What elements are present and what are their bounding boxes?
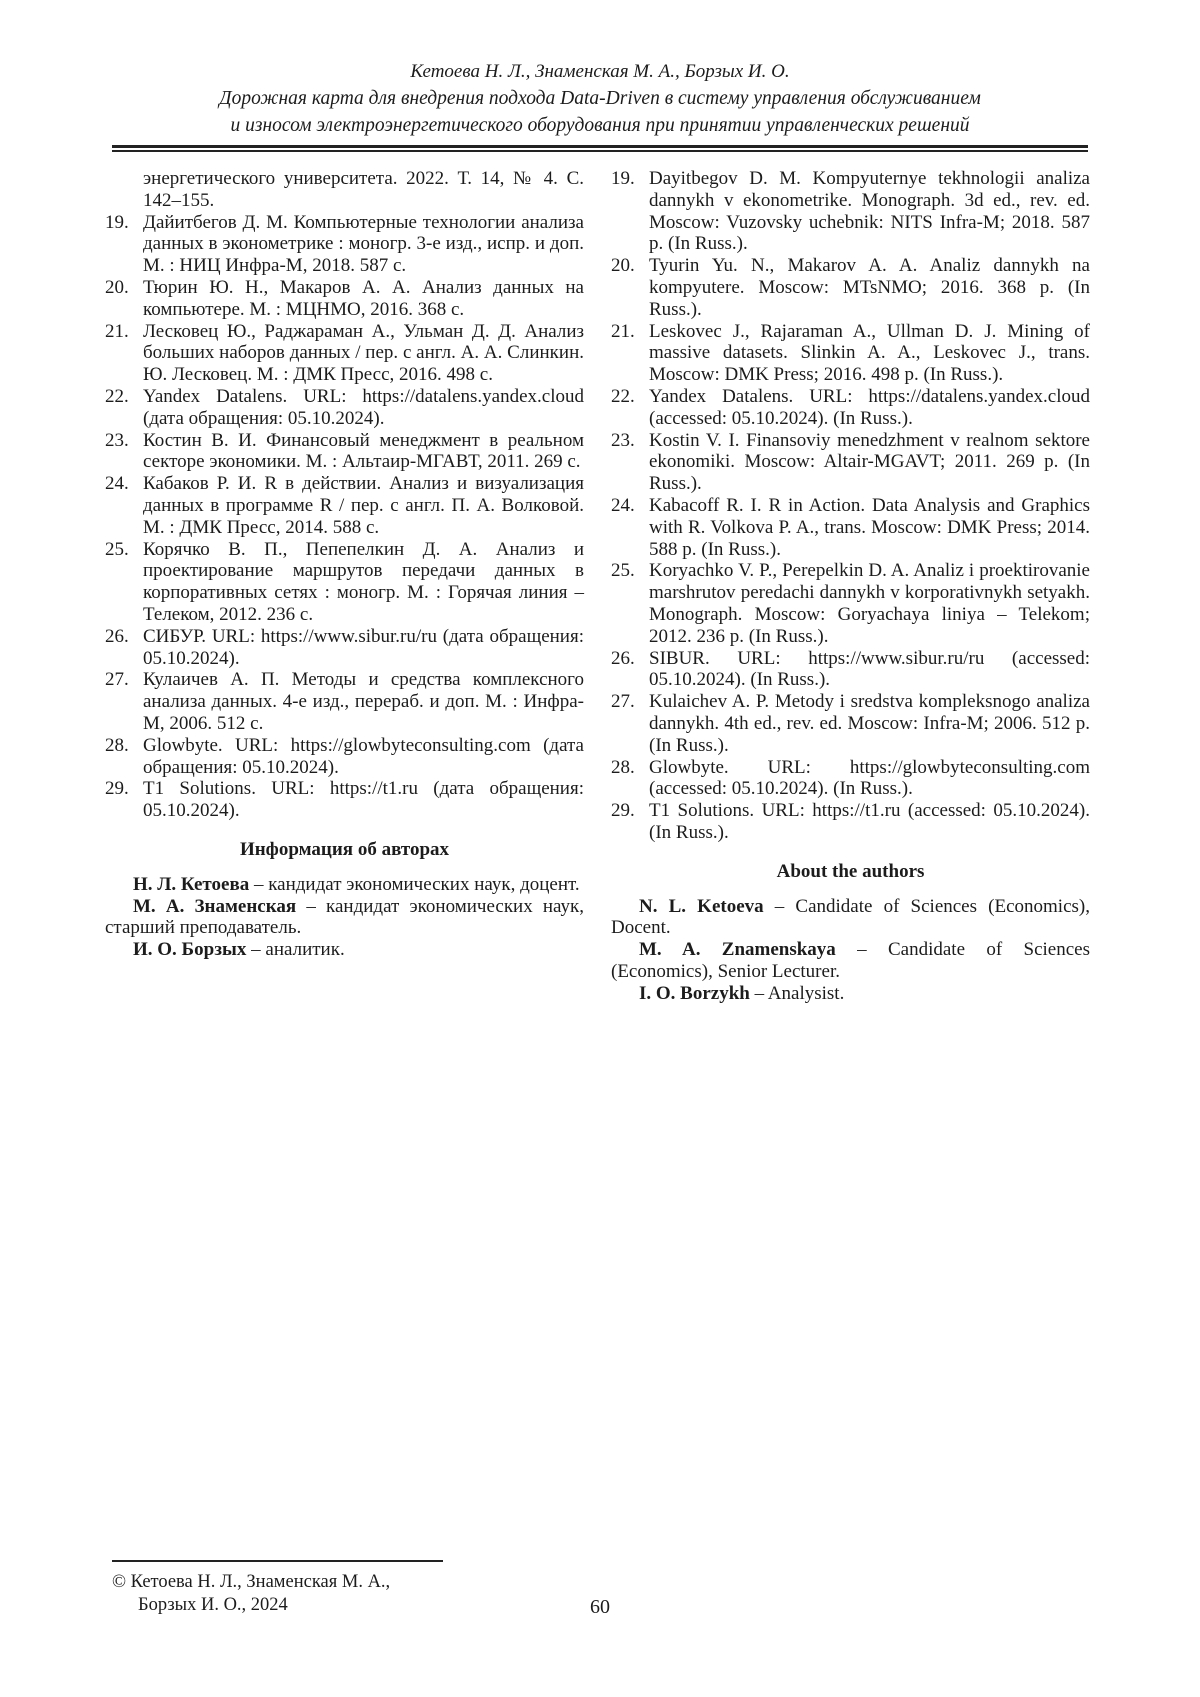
author-name: Н. Л. Кетоева [133, 873, 250, 895]
author-name: M. A. Znamenskaya [639, 939, 836, 961]
reference-item [105, 321, 584, 386]
ref-number: 22. [105, 385, 129, 407]
reference-item [611, 495, 1090, 560]
ref-text: энергетического университета. 2022. Т. 14, № 4. С. 142–155. [143, 168, 584, 211]
ref-text: Yandex Datalens. URL: https://datalens.yandex.cloud (accessed: 05.10.2024). (In Russ.). [649, 385, 1090, 429]
ref-text: Кабаков Р. И. R в действии. Анализ и визуализация данных в программе R / пер. с англ. П. А. Волковой. М. : ДМК Пресс, 2014. 588 с. [143, 473, 584, 538]
author-desc: – аналитик. [246, 939, 345, 961]
reference-item [611, 648, 1090, 692]
ref-number: 27. [105, 669, 129, 691]
ref-number: 19. [105, 211, 129, 233]
ref-number: 26. [105, 625, 129, 647]
ref-text: T1 Solutions. URL: https://t1.ru (дата обращения: 05.10.2024). [143, 778, 584, 822]
author-desc: – кандидат экономических наук, доцент. [249, 873, 580, 895]
ref-number: 26. [611, 647, 635, 669]
reference-item [105, 277, 584, 321]
ref-number: 21. [611, 320, 635, 342]
ref-number: 23. [105, 429, 129, 451]
reference-item [105, 778, 584, 822]
ref-text: Glowbyte. URL: https://glowbyteconsulting.com (дата обращения: 05.10.2024). [143, 734, 584, 778]
author-name: N. L. Ketoeva [639, 895, 764, 917]
ref-text: Дайитбегов Д. М. Компьютерные технологии анализа данных в эконометрике : моногр. 3-е изд., испр. и доп. М. : НИЦ Инфра-М, 2018. 587 с. [143, 211, 584, 277]
paper-title-line-1: Дорожная карта для внедрения подхода Data-Driven в систему управления обслуживанием [219, 88, 981, 109]
ref-number: 24. [611, 494, 635, 516]
ref-text: SIBUR. URL: https://www.sibur.ru/ru (accessed: 05.10.2024). (In Russ.). [649, 647, 1090, 691]
ref-number: 20. [611, 255, 635, 277]
reference-item [105, 168, 584, 212]
ref-number: 28. [105, 734, 129, 756]
reference-item [611, 560, 1090, 647]
reference-item [611, 168, 1090, 255]
author-entry [611, 896, 1090, 940]
ref-text: СИБУР. URL: https://www.sibur.ru/ru (дата обращения: 05.10.2024). [143, 625, 584, 669]
reference-item [105, 735, 584, 779]
ref-number: 29. [105, 778, 129, 800]
ref-number: 25. [105, 538, 129, 560]
page-number: 60 [590, 1596, 610, 1618]
author-name: М. А. Знаменская [133, 895, 297, 917]
ref-text: Tyurin Yu. N., Makarov A. A. Analiz dannykh na kompyutere. Moscow: MTsNMO; 2016. 368 p. (In Russ.). [649, 255, 1090, 320]
paper-title-line-2: и износом электроэнергетического оборудования при принятии управленческих решений [230, 115, 970, 136]
reference-item [105, 212, 584, 277]
reference-item [105, 539, 584, 626]
author-entry [611, 939, 1090, 983]
ref-text: Kulaichev A. P. Metody i sredstva kompleksnogo analiza dannykh. 4th ed., rev. ed. Moscow: Infra-M; 2006. 512 p. (In Russ.). [649, 691, 1090, 756]
author-desc: – Candidate of Sciences (Economics), Senior Lecturer. [611, 939, 1090, 982]
reference-item [105, 626, 584, 670]
copyright-line-2: Борзых И. О., 2024 [138, 1594, 288, 1615]
ref-number: 20. [105, 276, 129, 298]
ref-number: 22. [611, 385, 635, 407]
author-entry [611, 983, 1090, 1005]
reference-item [105, 386, 584, 430]
ref-text: Kostin V. I. Finansoviy menedzhment v realnom sektore ekonomiki. Moscow: Altair-MGAVT; 2011. 269 p. (In Russ.). [649, 429, 1090, 495]
header-rule [112, 145, 1088, 152]
footer-rule [112, 1560, 443, 1562]
reference-columns [105, 168, 1090, 1004]
authors-info-ru-heading: Информация об авторах [239, 838, 450, 860]
reference-item [611, 800, 1090, 844]
author-name: И. О. Борзых [133, 939, 247, 961]
ref-number: 29. [611, 800, 635, 822]
ref-text: T1 Solutions. URL: https://t1.ru (accessed: 05.10.2024). (In Russ.). [649, 800, 1090, 843]
authors-info-en-heading: About the authors [776, 860, 925, 882]
header-authors: Кетоева Н. Л., Знаменская М. А., Борзых И. О. [410, 61, 790, 82]
references-ru-column [105, 168, 584, 1004]
author-entry [105, 874, 584, 896]
ref-text: Leskovec J., Rajaraman A., Ullman D. J. Mining of massive datasets. Slinkin A. A., Leskovec J., trans. Moscow: DMK Press; 2016. 498 p. (In Russ.). [649, 320, 1090, 386]
copyright-line-1: © Кетоева Н. Л., Знаменская М. А., [112, 1572, 391, 1592]
author-entry [105, 896, 584, 940]
ref-number: 21. [105, 320, 129, 342]
author-desc: – кандидат экономических наук, старший преподаватель. [105, 895, 585, 939]
author-desc: – Candidate of Sciences (Economics), Docent. [611, 895, 1090, 939]
ref-number [105, 168, 143, 212]
ref-text: Glowbyte. URL: https://glowbyteconsulting.com (accessed: 05.10.2024). (In Russ.). [649, 756, 1090, 800]
reference-item [611, 321, 1090, 386]
ref-text: Koryachko V. P., Perepelkin D. A. Analiz i proektirovanie marshrutov peredachi dannykh v korporativnykh setyakh. Monograph. Moscow: Goryachaya liniya – Telekom; 2012. 236 p. (In Russ.). [649, 560, 1090, 647]
ref-text: Кулаичев А. П. Методы и средства комплексного анализа данных. 4-е изд., перераб. и доп. М. : Инфра-М, 2006. 512 с. [143, 669, 584, 734]
reference-item [611, 430, 1090, 495]
ref-text: Тюрин Ю. Н., Макаров А. А. Анализ данных на компьютере. М. : МЦНМО, 2016. 368 с. [143, 276, 584, 320]
reference-item [611, 255, 1090, 320]
ref-text: Yandex Datalens. URL: https://datalens.yandex.cloud (дата обращения: 05.10.2024). [143, 385, 584, 429]
page-header [0, 0, 1200, 139]
ref-text: Kabacoff R. I. R in Action. Data Analysis and Graphics with R. Volkova P. A., trans. Moscow: DMK Press; 2014. 588 p. (In Russ.). [649, 494, 1090, 560]
author-name: I. O. Borzykh [639, 982, 750, 1004]
ref-text: Лесковец Ю., Раджараман А., Ульман Д. Д. Анализ больших наборов данных / пер. с англ. А. А. Слинкин. Ю. Лесковец. М. : ДМК Пресс, 2016. 498 с. [143, 320, 584, 386]
ref-text: Dayitbegov D. M. Kompyuternye tekhnologii analiza dannykh v ekonometrike. Monograph. 3d ed., rev. ed. Moscow: Vuzovsky uchebnik: NITS Infra-M; 2018. 587 p. (In Russ.). [649, 168, 1090, 255]
ref-number: 23. [611, 429, 635, 451]
author-desc: – Analysist. [749, 982, 845, 1004]
ref-number: 24. [105, 473, 129, 495]
reference-item [105, 669, 584, 734]
reference-item [611, 757, 1090, 801]
author-entry [105, 939, 584, 961]
reference-item [105, 430, 584, 474]
reference-item [105, 473, 584, 538]
ref-text: Костин В. И. Финансовый менеджмент в реальном секторе экономики. М. : Альтаир-МГАВТ, 2011. 269 с. [143, 429, 584, 473]
ref-number: 25. [611, 560, 635, 582]
reference-item [611, 386, 1090, 430]
ref-number: 19. [611, 168, 635, 189]
ref-number: 27. [611, 691, 635, 713]
reference-item [611, 691, 1090, 756]
references-en-column [611, 168, 1090, 1004]
ref-text: Корячко В. П., Пепепелкин Д. А. Анализ и проектирование маршрутов передачи данных в корпоративных сетях : моногр. М. : Горячая линия – Телеком, 2012. 236 с. [143, 538, 584, 625]
ref-number: 28. [611, 756, 635, 778]
